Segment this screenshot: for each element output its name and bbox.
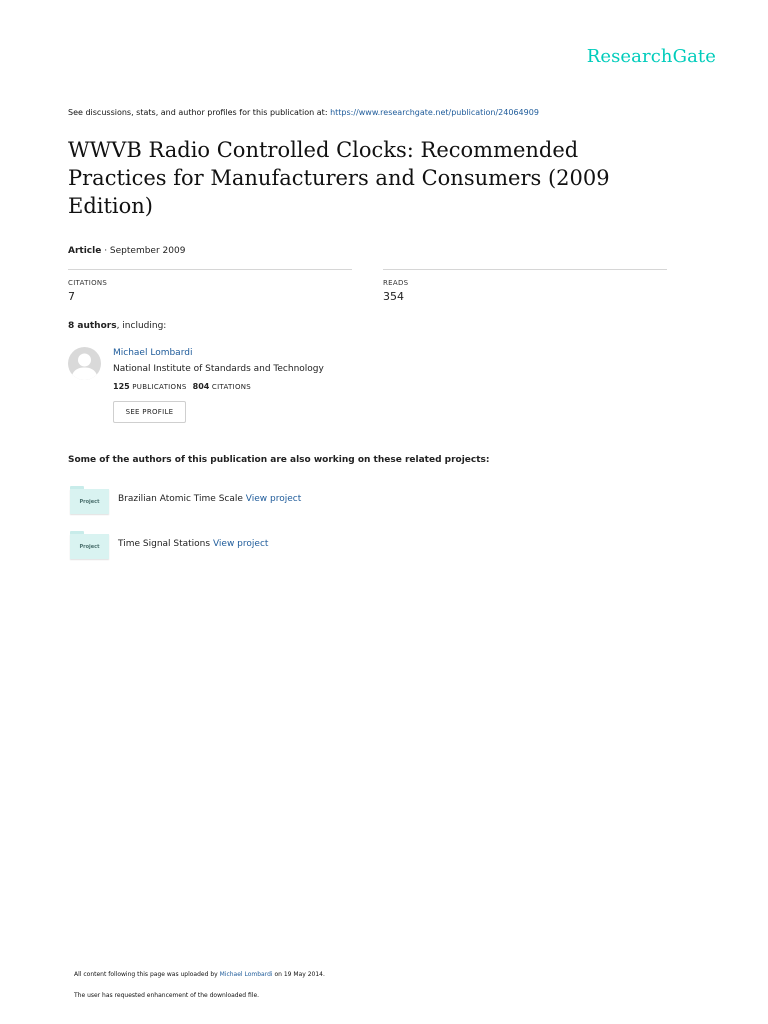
see-profile-button[interactable]: SEE PROFILE [113, 401, 186, 423]
author-stats [113, 382, 257, 391]
discussion-text: See discussions, stats, and author profiles for this publication at: [68, 108, 331, 117]
authors-heading [68, 321, 166, 331]
author-avatar[interactable] [68, 347, 101, 380]
authors-count: 8 authors [68, 321, 117, 331]
project-folder-icon[interactable] [70, 531, 109, 559]
publication-date: September 2009 [109, 246, 186, 256]
project-name: Time Signal Stations [118, 539, 211, 549]
author-publications-label: PUBLICATIONS [132, 383, 187, 391]
author-institution: National Institute of Standards and Technology [113, 364, 324, 374]
project-icon-label: Project [70, 489, 109, 514]
enhancement-note: The user has requested enhancement of the downloaded file. [74, 992, 260, 999]
upload-suffix: on 19 May 2014. [272, 971, 325, 978]
reads-value: 354 [383, 290, 404, 303]
view-project-link[interactable]: View project [212, 539, 269, 549]
citations-stat [68, 269, 352, 303]
author-publications-count: 125 [113, 382, 130, 391]
publication-url-link[interactable]: https://www.researchgate.net/publication/24064909 [330, 108, 539, 117]
project-folder-icon[interactable] [70, 486, 109, 514]
publication-meta [68, 246, 185, 256]
citations-label: CITATIONS [68, 279, 108, 287]
author-name-link[interactable]: Michael Lombardi [113, 348, 193, 358]
publication-title: WWVB Radio Controlled Clocks: Recommended Practices for Manufacturers and Consumers (2009 Edition) [68, 138, 610, 218]
project-icon-label: Project [70, 534, 109, 559]
authors-suffix: , including: [116, 321, 167, 331]
user-silhouette-icon [68, 347, 101, 380]
reads-stat [383, 269, 667, 303]
publication-type: Article [68, 246, 102, 256]
citations-value: 7 [68, 290, 75, 303]
researchgate-logo[interactable]: ResearchGate [586, 46, 716, 67]
project-text [118, 539, 268, 549]
uploader-link[interactable]: Michael Lombardi [219, 971, 273, 978]
discussion-note [68, 108, 539, 117]
reads-label: READS [383, 279, 409, 287]
meta-separator: · [101, 246, 110, 256]
author-citations-count: 804 [192, 382, 210, 391]
author-citations-label: CITATIONS [211, 383, 252, 391]
project-text [118, 494, 301, 504]
related-projects-heading: Some of the authors of this publication are also working on these related projects: [68, 455, 490, 465]
upload-prefix: All content following this page was uploaded by [74, 971, 220, 978]
project-name: Brazilian Atomic Time Scale [118, 494, 243, 504]
upload-note [74, 971, 325, 978]
view-project-link[interactable]: View project [245, 494, 302, 504]
